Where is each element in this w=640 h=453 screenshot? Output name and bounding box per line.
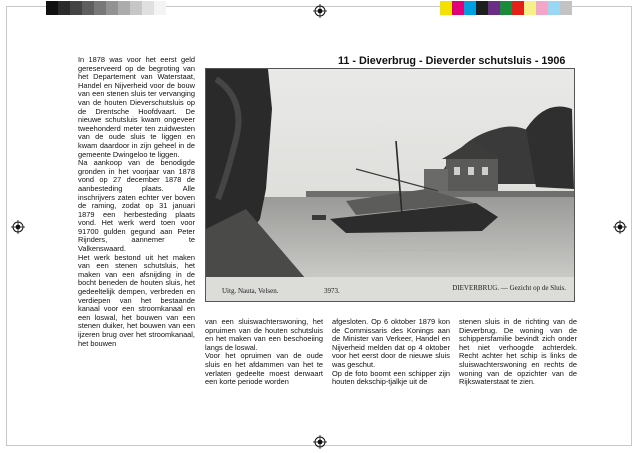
calibration-swatch	[440, 1, 452, 15]
calibration-swatch	[154, 1, 166, 15]
calibration-swatch	[464, 1, 476, 15]
photo-location-caption: DIEVERBRUG. — Gezicht op de Sluis.	[452, 284, 566, 292]
calibration-swatch	[452, 1, 464, 15]
calibration-swatch	[560, 1, 572, 15]
article-column-3: afgesloten. Op 6 oktober 1879 kon de Commissaris des Konings aan de Minister van Verkeer, Handel en Nijverheid melden dat op 4 oktober voor het eerst door de nieuwe sluis was geschut. Op de foto boomt een schipper zijn houten dekschip-tjalkje uit de	[332, 317, 450, 387]
photo-publisher-caption: Uitg. Nauta, Velsen.	[222, 287, 279, 295]
calibration-swatch	[58, 1, 70, 15]
color-calibration-bar	[440, 1, 572, 15]
calibration-swatch	[46, 1, 58, 15]
registration-mark-icon	[313, 4, 327, 18]
calibration-swatch	[476, 1, 488, 15]
registration-mark-icon	[11, 220, 25, 234]
registration-mark-icon	[313, 435, 327, 449]
calibration-swatch	[142, 1, 154, 15]
canal-lock-photo-illustration	[206, 69, 574, 301]
photo-card-number: 3973.	[324, 287, 340, 295]
historic-postcard-photo	[205, 68, 575, 302]
calibration-swatch	[524, 1, 536, 15]
calibration-swatch	[118, 1, 130, 15]
calibration-swatch	[488, 1, 500, 15]
calibration-swatch	[82, 1, 94, 15]
calibration-swatch	[548, 1, 560, 15]
calibration-swatch	[500, 1, 512, 15]
article-column-1: In 1878 was voor het eerst geld gereserveerd op de begroting van het Departement van Waterstaat, Handel en Nijverheid voor de bouw van een stenen sluis ter vervanging van de houten Dieverschutsluis op de Drentsche Hoofdvaart. De nieuwe schutsluis kwam ongeveer tweehonderd meter ten zuidwesten van de oude sluis te liggen en kwam daardoor in zijn geheel in de gemeente Dwingeloo te liggen. Na aankoop van de benodigde gronden in het voorjaar van 1878 vond op 27 december 1878 de aanbesteding plaats. Alle inschrijvers zaten echter ver boven de raming, zodat op 31 januari 1879 een herbesteding plaats vond. Het werk werd toen voor 91700 gulden gegund aan Peter Rijnders, aannemer te Valkenswaard. Het werk bestond uit het maken van een stenen schutsluis, het maken van een afsnijding in de bocht beneden de houten sluis, het gedeeltelijk dempen, verbreden en verdiepen van het bestaande kanaal voor een stroomkanaal en een loswal, het bouwen van een stenen duiker, het bouwen van een ijzeren brug over het stroomkanaal, het bouwen	[78, 55, 195, 348]
grayscale-calibration-bar	[46, 1, 166, 15]
registration-mark-icon	[613, 220, 627, 234]
page-title: 11 - Dieverbrug - Dieverder schutsluis - 1906	[338, 55, 566, 67]
calibration-swatch	[536, 1, 548, 15]
calibration-swatch	[70, 1, 82, 15]
article-column-2: van een sluiswachterswoning, het opruimen van de houten schutsluis en het maken van een beschoeiing langs de loswal. Voor het opruimen van de oude sluis en het afdammen van het te verlaten gedeelte moest derwaart een korte periode worden	[205, 317, 323, 387]
calibration-swatch	[130, 1, 142, 15]
article-column-4: stenen sluis in de richting van de Dieverbrug. De woning van de schippersfamilie bevindt zich onder het niet verhoogde achterdek. Recht achter het schip is links de sluiswachterswoning en rechts de woning van de opzichter van de Rijkswaterstaat te zien.	[459, 317, 577, 387]
calibration-swatch	[106, 1, 118, 15]
calibration-swatch	[512, 1, 524, 15]
calibration-swatch	[94, 1, 106, 15]
